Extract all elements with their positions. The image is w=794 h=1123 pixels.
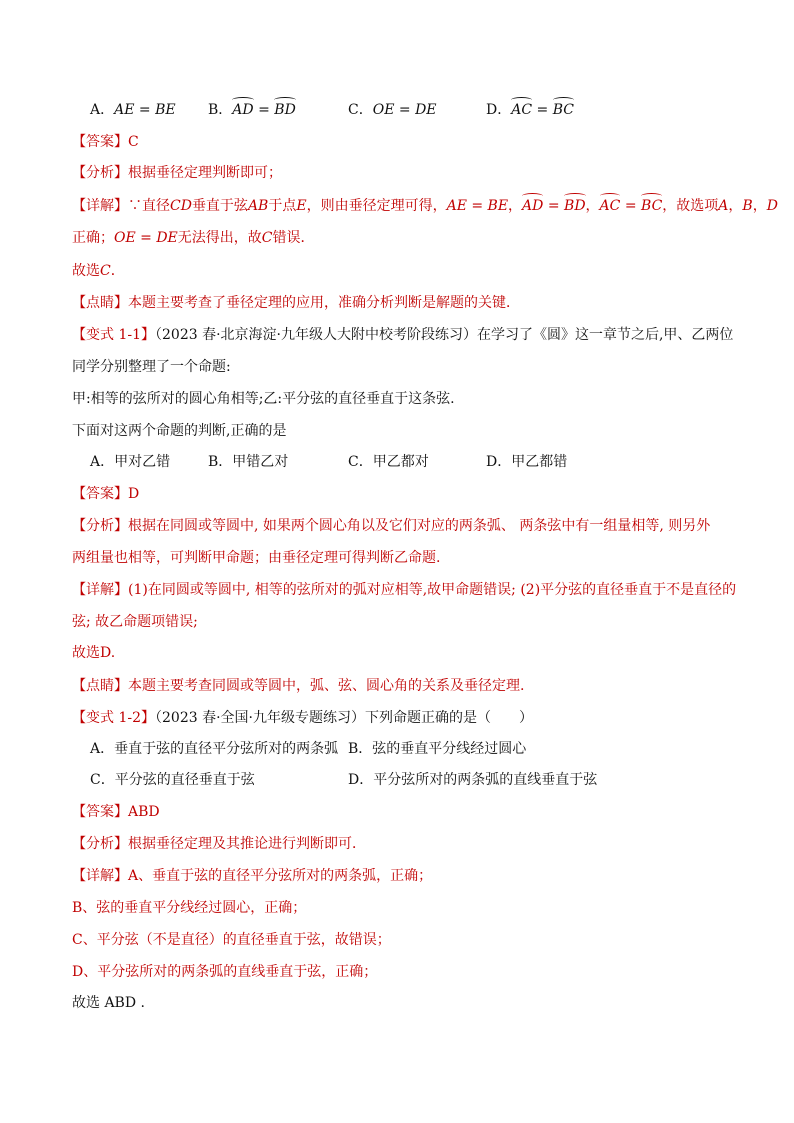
text: 错误．: [272, 230, 315, 246]
text: 正确；: [72, 230, 114, 246]
math-var: A: [718, 198, 729, 214]
answer-value: C: [128, 134, 139, 150]
v11-detail-line-1: [72, 580, 736, 600]
arc-expr: BC: [552, 102, 574, 118]
option-letter: B．: [208, 102, 233, 118]
v12-conclusion: 故选 ABD .: [72, 995, 145, 1011]
option-a: A．垂直于弦的直径平分弦所对的两条弧: [90, 741, 339, 757]
option-c: C．甲乙都对: [348, 454, 429, 470]
math-op: =: [543, 198, 565, 214]
math-var: E: [296, 198, 307, 214]
option-letter: D．: [486, 102, 512, 118]
math-var: D: [766, 198, 778, 214]
option-d: D．平分弦所对的两条弧的直线垂直于弦: [348, 772, 598, 788]
detail-text: (1)在同圆或等圆中, 相等的弦所对的弧对应相等,故甲命题错误; (2)平分弦的直径垂直于不是直径的: [128, 582, 737, 598]
v12-detail-line-3: C、平分弦（不是直径）的直径垂直于弦，故错误；: [72, 932, 391, 948]
v12-analysis: [72, 834, 366, 854]
math-expr: OE: [372, 102, 395, 118]
option-d: D．甲乙都错: [486, 454, 568, 470]
detail-tag: 【详解】: [72, 198, 128, 214]
math-var: C: [100, 263, 111, 279]
arc-expr: AD: [522, 198, 544, 214]
answer-tag: 【答案】: [72, 804, 128, 820]
math-expr: DE: [415, 102, 437, 118]
math-op: =: [620, 198, 642, 214]
detail-text: A、垂直于弦的直径平分弦所对的两条弧，正确；: [128, 868, 433, 884]
arc-expr: BC: [641, 198, 663, 214]
q0-comment: [72, 293, 520, 313]
comment-text: 本题主要考查了垂径定理的应用，准确分析判断是解题的关键．: [128, 295, 520, 311]
comment-text: 本题主要考查同圆或等圆中，弧、弦、圆心角的关系及垂径定理.: [128, 678, 525, 694]
v12-stem: [72, 708, 533, 728]
option-b: B．弦的垂直平分线经过圆心: [348, 741, 527, 757]
q0-analysis: [72, 163, 282, 183]
option-b: B．甲错乙对: [208, 454, 289, 470]
math-var: CD: [170, 198, 192, 214]
answer-tag: 【答案】: [72, 134, 128, 150]
q0-conclusion: [72, 261, 125, 281]
answer-value: ABD: [128, 804, 160, 820]
v12-detail-line-1: [72, 866, 432, 886]
text: ，故选项: [662, 198, 719, 214]
math-expr: OE = DE: [114, 230, 178, 246]
v11-analysis-line-2: 两组量也相等，可判断甲命题；由垂径定理可得判断乙命题.: [72, 550, 441, 566]
q0-detail-line-2: [72, 228, 315, 248]
text: ，: [752, 198, 767, 214]
detail-tag: 【详解】: [72, 868, 128, 884]
comment-tag: 【点睛】: [72, 295, 128, 311]
detail-tag: 【详解】: [72, 582, 128, 598]
option-b: [208, 100, 296, 120]
v12-detail-line-2: B、弦的垂直平分线经过圆心，正确；: [72, 900, 307, 916]
v11-stem-line-3: 甲:相等的弦所对的圆心角相等;乙:平分弦的直径垂直于这条弦.: [72, 391, 455, 407]
text: 无法得出，故: [177, 230, 262, 246]
text: ∵直径: [128, 198, 170, 214]
text: ．: [110, 263, 125, 279]
math-var: AB: [247, 198, 269, 214]
text: 于点: [268, 198, 297, 214]
option-d: [486, 100, 574, 120]
analysis-tag: 【分析】: [72, 836, 128, 852]
answer-tag: 【答案】: [72, 486, 128, 502]
v11-conclusion: 故选D.: [72, 645, 116, 661]
v11-answer: [72, 484, 139, 504]
v11-stem-line-1: [72, 325, 733, 345]
analysis-text: 根据垂径定理判断即可；: [128, 165, 282, 181]
variant-tag: 【变式 1-1】: [72, 327, 155, 343]
q0-detail-line-1: [72, 196, 778, 216]
analysis-text: 根据垂径定理及其推论进行判断即可．: [128, 836, 366, 852]
math-expr: BE: [155, 102, 176, 118]
option-letter: A．: [90, 102, 115, 118]
v11-detail-line-2: 弦; 故乙命题项错误;: [72, 614, 198, 630]
text: 垂直于弦: [191, 198, 248, 214]
math-op: =: [532, 102, 553, 118]
question-stem: （2023 春·北京海淀·九年级人大附中校考阶段练习）在学习了《圆》这一章节之后,甲、乙两位: [155, 327, 734, 343]
math-expr: AE = BE: [446, 198, 509, 214]
variant-tag: 【变式 1-2】: [72, 710, 155, 726]
math-var: C: [261, 230, 273, 246]
math-op: =: [134, 102, 156, 118]
answer-value: D: [128, 486, 140, 502]
text: ，: [585, 198, 600, 214]
option-c: C．平分弦的直径垂直于弦: [90, 772, 255, 788]
arc-expr: AC: [599, 198, 621, 214]
option-letter: C．: [348, 102, 373, 118]
text: ，: [728, 198, 743, 214]
v11-stem-line-2: 同学分别整理了一个命题:: [72, 359, 231, 375]
option-c: [348, 100, 437, 120]
option-a: [90, 100, 176, 120]
option-a: A．甲对乙错: [90, 454, 171, 470]
math-op: =: [253, 102, 275, 118]
arc-expr: BD: [274, 102, 296, 118]
v11-stem-line-4: 下面对这两个命题的判断,正确的是: [72, 423, 287, 439]
text: 故选: [72, 263, 100, 279]
math-var: B: [742, 198, 753, 214]
text: ，则由垂径定理可得，: [306, 198, 447, 214]
math-op: =: [394, 102, 416, 118]
v11-comment: [72, 676, 524, 696]
v12-answer: [72, 802, 160, 822]
v11-analysis-line-1: [72, 516, 710, 536]
v12-detail-line-4: D、平分弦所对的两条弧的直线垂直于弦，正确；: [72, 964, 378, 980]
comment-tag: 【点睛】: [72, 678, 128, 694]
arc-expr: AC: [511, 102, 533, 118]
math-expr: AE: [114, 102, 135, 118]
q0-answer: [72, 132, 139, 152]
analysis-tag: 【分析】: [72, 518, 128, 534]
question-stem: （2023 春·全国·九年级专题练习）下列命题正确的是（ ）: [155, 710, 533, 726]
arc-expr: AD: [232, 102, 254, 118]
analysis-tag: 【分析】: [72, 165, 128, 181]
text: ，: [508, 198, 523, 214]
analysis-text: 根据在同圆或等圆中, 如果两个圆心角以及它们对应的两条弧、 两条弦中有一组量相等, 则另外: [128, 518, 711, 534]
arc-expr: BD: [564, 198, 586, 214]
